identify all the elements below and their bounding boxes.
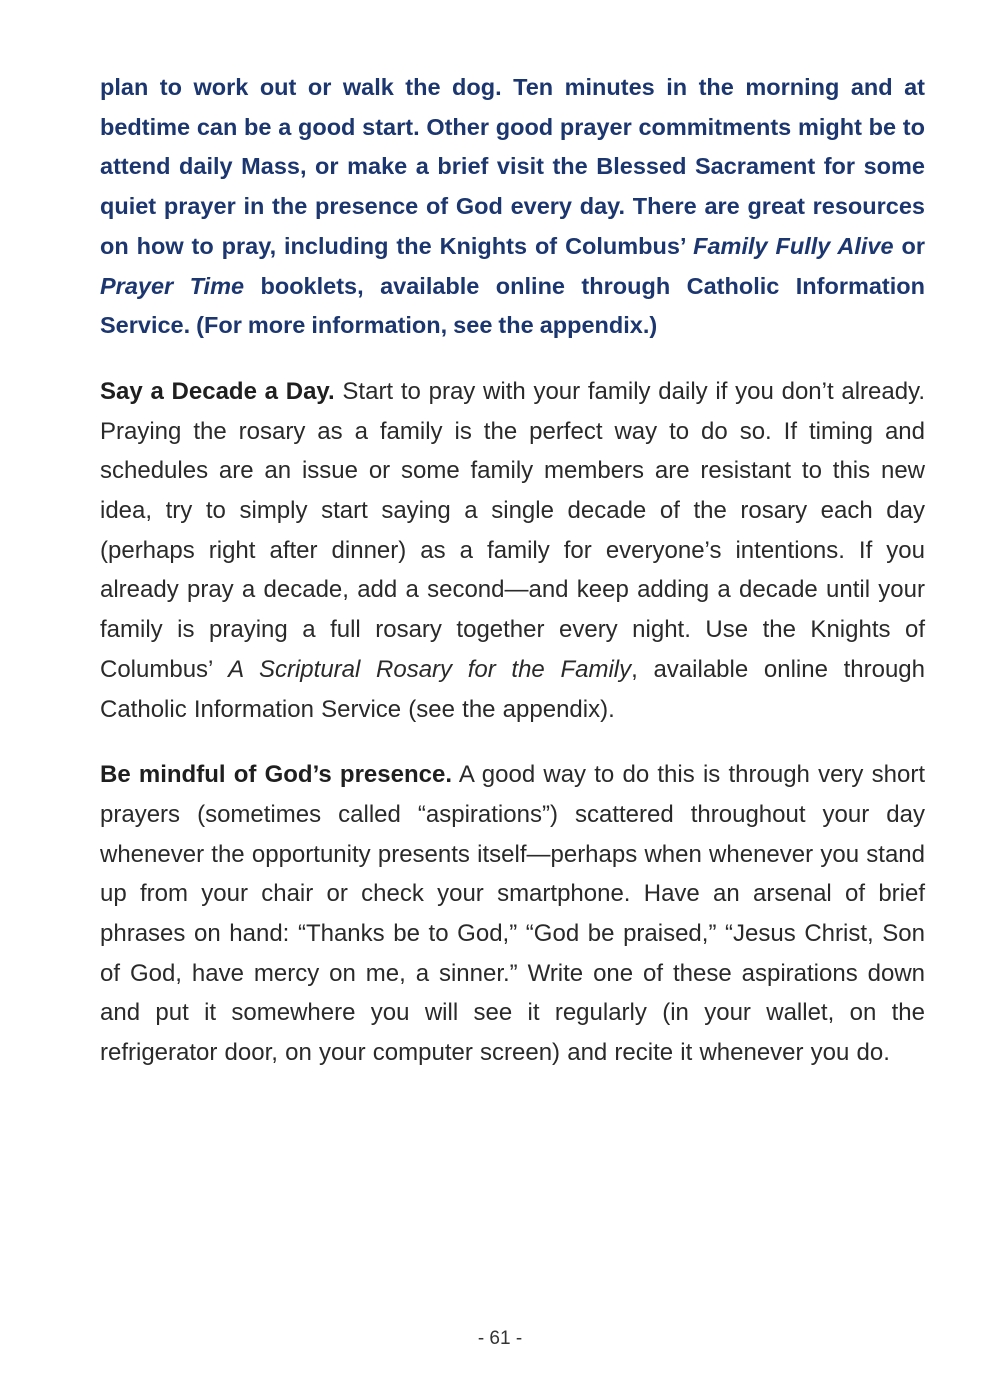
page-content (100, 68, 925, 1073)
intro-title-family-fully-alive: Family Fully Alive (693, 232, 894, 259)
intro-text-1: plan to work out or walk the dog. Ten minutes in the morning and at bedtime can be a good start. Other good prayer commitments might be to attend daily Mass, or make a brief visit the Blessed Sacrament for some quiet prayer in the presence of God every day. There are great resources on how to pray, including the Knights of Columbus’ (100, 74, 925, 259)
decade-title-scriptural-rosary: A Scriptural Rosary for the Family (228, 655, 632, 683)
intro-title-prayer-time: Prayer Time (100, 272, 245, 299)
mindful-text: A good way to do this is through very short prayers (sometimes called “aspirations”) scattered throughout your day whenever the opportunity presents itself—perhaps when whenever you stand up from your chair or check your smartphone. Have an arsenal of brief phrases on hand: “Thanks be to God,” “God be praised,” “Jesus Christ, Son of God, have mercy on me, a sinner.” Write one of these aspirations down and put it somewhere you will see it regularly (in your wallet, on the refrigerator door, on your computer screen) and recite it whenever you do. (100, 761, 925, 1067)
intro-text-3: booklets, available online through Catholic Information Service. (For more information, see the appendix.) (100, 272, 925, 339)
intro-paragraph (100, 68, 925, 346)
page-number: - 61 - (477, 1328, 523, 1349)
mindful-heading: Be mindful of God’s presence. (100, 761, 452, 789)
decade-text-2: , available online through Catholic Information Service (see the appendix). (100, 655, 926, 723)
decade-text-1: Start to pray with your family daily if you don’t already. Praying the rosary as a family is the perfect way to do so. If timing and schedules are an issue or some family members are resistant to this new idea, try to simply start saying a single decade of the rosary each day (perhaps right after dinner) as a family for everyone’s intentions. If you already pray a decade, add a second—and keep adding a decade until your family is praying a full rosary together every night. Use the Knights of Columbus’ (100, 377, 925, 683)
intro-text-2: or (893, 232, 926, 259)
decade-heading: Say a Decade a Day. (100, 377, 335, 405)
mindful-paragraph (100, 755, 925, 1073)
decade-paragraph (100, 372, 925, 729)
